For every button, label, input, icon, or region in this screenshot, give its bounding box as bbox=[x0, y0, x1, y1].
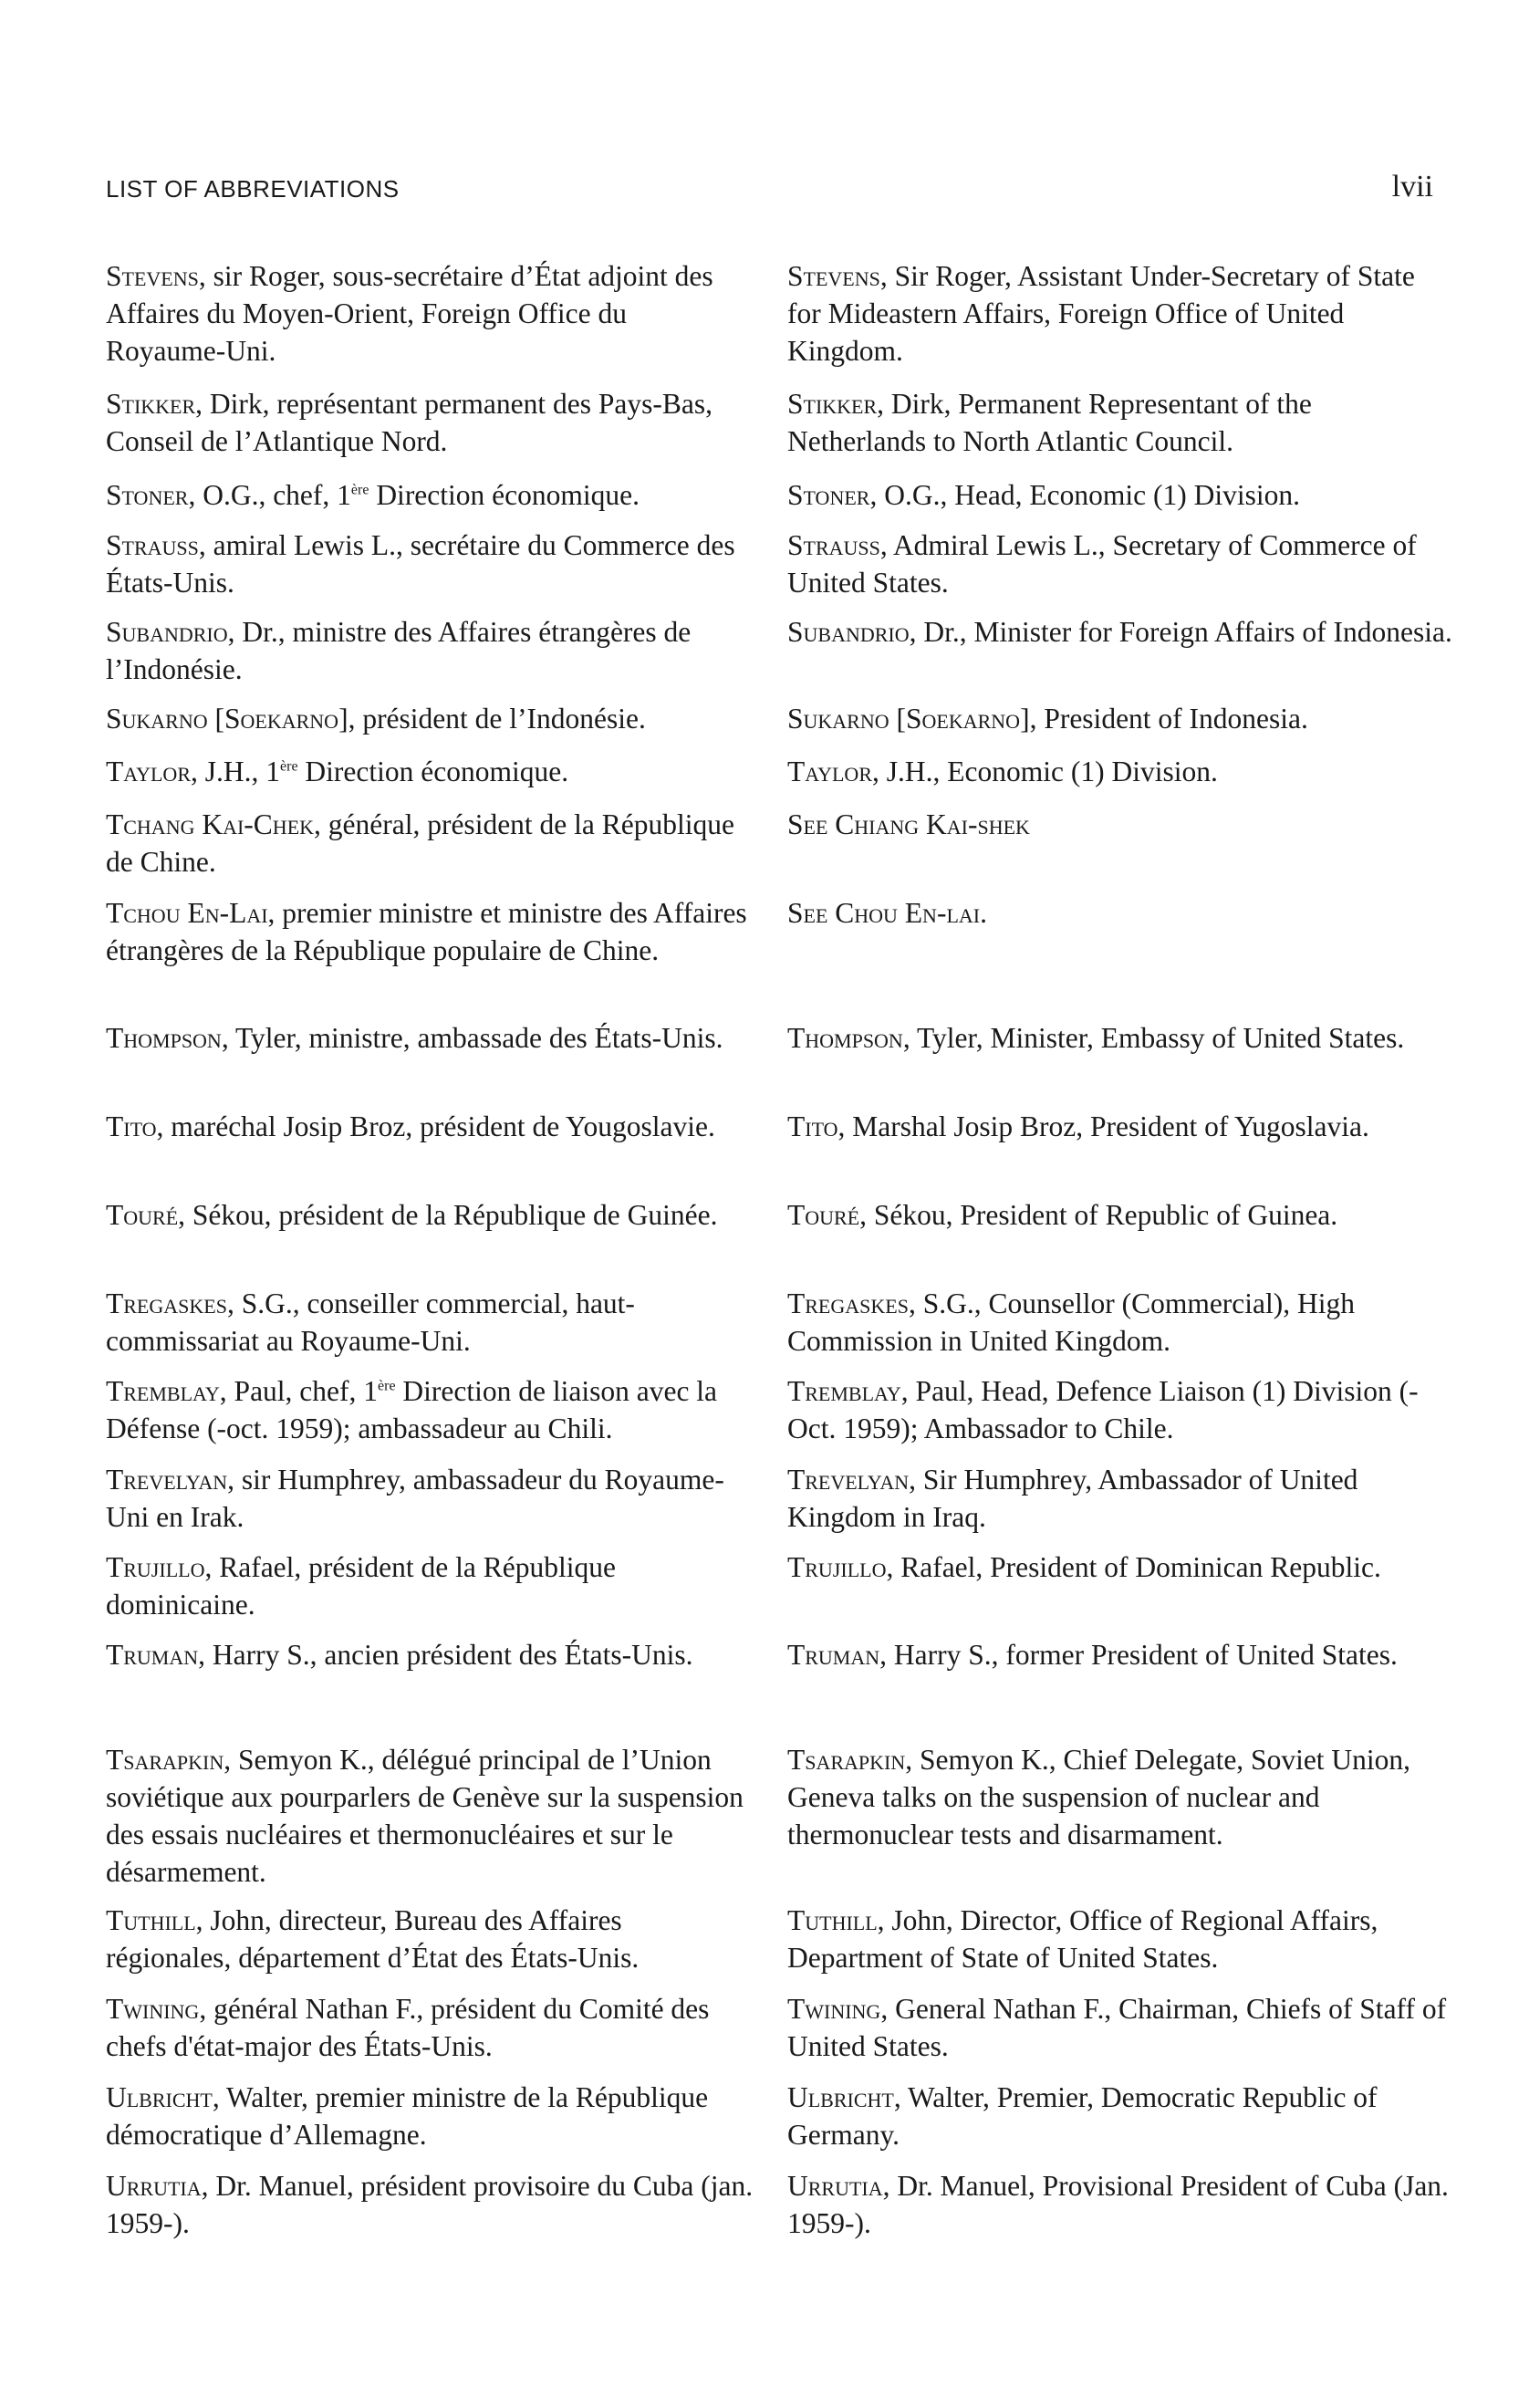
entry-name: Tsarapkin bbox=[787, 1744, 906, 1776]
entry-name: Tuthill bbox=[787, 1904, 878, 1936]
entry-row bbox=[0, 476, 1529, 526]
english-entry bbox=[787, 526, 1453, 601]
entry-description: , Sékou, président de la République de Guinée. bbox=[178, 1199, 718, 1231]
entry-name: Urrutia bbox=[787, 2170, 883, 2202]
entry-description-cont: Direction de liaison avec la Défense (-oct. 1959); ambassadeur au Chili. bbox=[106, 1375, 718, 1444]
entry-name: Tremblay bbox=[106, 1375, 220, 1407]
entry-description: , Dr. Manuel, Provisional President of Cuba (Jan. 1959-). bbox=[787, 2170, 1449, 2239]
ordinal-superscript: ère bbox=[350, 482, 369, 498]
entry-description: , Semyon K., délégué principal de l’Union soviétique aux pourparlers de Genève sur la suspension des essais nucléaires et thermonucléaires et sur le désarmement. bbox=[106, 1744, 744, 1888]
french-entry bbox=[106, 1636, 754, 1673]
entry-description: , Dr. Manuel, président provisoire du Cuba (jan. 1959-). bbox=[106, 2170, 754, 2239]
entry-name: Tito bbox=[106, 1110, 157, 1142]
entry-description: , J.H., 1 bbox=[191, 756, 281, 787]
french-entry bbox=[106, 1196, 754, 1234]
entry-name: Sukarno [Soekarno] bbox=[106, 703, 348, 735]
entry-row bbox=[0, 1636, 1529, 1741]
french-entry bbox=[106, 385, 754, 460]
entry-name: Stikker bbox=[787, 388, 878, 420]
french-entry bbox=[106, 1548, 754, 1623]
entry-row bbox=[0, 385, 1529, 476]
english-entry bbox=[787, 385, 1453, 460]
entry-description: , John, Director, Office of Regional Affairs, Department of State of United States. bbox=[787, 1904, 1378, 1974]
english-entry bbox=[787, 1461, 1453, 1536]
entry-description: , sir Roger, sous-secrétaire d’État adjoint des Affaires du Moyen-Orient, Foreign Office du Royaume-Uni. bbox=[106, 260, 713, 367]
entry-description-cont: Direction économique. bbox=[297, 756, 569, 787]
entry-name: Strauss bbox=[787, 529, 880, 561]
english-entry bbox=[787, 1636, 1453, 1673]
entry-description: , S.G., conseiller commercial, haut-commissariat au Royaume-Uni. bbox=[106, 1287, 635, 1357]
entry-description: , Tyler, Minister, Embassy of United States. bbox=[902, 1022, 1405, 1054]
english-entry bbox=[787, 894, 1453, 932]
english-entry bbox=[787, 2167, 1453, 2242]
entry-row bbox=[0, 1372, 1529, 1461]
entry-description: , sir Humphrey, ambassadeur du Royaume-Uni en Irak. bbox=[106, 1464, 724, 1533]
entry-description: , Harry S., former President of United States. bbox=[879, 1639, 1398, 1671]
entry-description: , Harry S., ancien président des États-Unis. bbox=[198, 1639, 693, 1671]
entry-description: , maréchal Josip Broz, président de Yougoslavie. bbox=[156, 1110, 715, 1142]
entry-row bbox=[0, 1019, 1529, 1108]
ordinal-superscript: ère bbox=[280, 758, 298, 775]
entry-row bbox=[0, 1461, 1529, 1548]
french-entry bbox=[106, 1461, 754, 1536]
entry-description: , Paul, Head, Defence Liaison (1) Division (-Oct. 1959); Ambassador to Chile. bbox=[787, 1375, 1419, 1444]
page-header bbox=[106, 170, 1433, 212]
entry-row bbox=[0, 1108, 1529, 1196]
french-entry bbox=[106, 894, 754, 969]
entry-description: , Paul, chef, 1 bbox=[219, 1375, 379, 1407]
entry-row bbox=[0, 2079, 1529, 2167]
entry-description: , President of Indonesia. bbox=[1029, 703, 1308, 735]
entry-name: Truman bbox=[787, 1639, 880, 1671]
entry-row bbox=[0, 1902, 1529, 1990]
entry-description: , Semyon K., Chief Delegate, Soviet Union, Geneva talks on the suspension of nuclear and thermonuclear tests and disarmament. bbox=[787, 1744, 1411, 1850]
entry-name: Thompson bbox=[106, 1022, 222, 1054]
entry-description: , général Nathan F., président du Comité des chefs d'état-major des États-Unis. bbox=[106, 1993, 710, 2062]
entry-description-cont: Direction économique. bbox=[369, 479, 640, 511]
entry-description: , Sékou, President of Republic of Guinea. bbox=[859, 1199, 1338, 1231]
entry-name: Tito bbox=[787, 1110, 838, 1142]
entry-row bbox=[0, 1548, 1529, 1636]
french-entry bbox=[106, 1741, 754, 1891]
entry-name: Twining bbox=[106, 1993, 200, 2025]
entry-description: , General Nathan F., Chairman, Chiefs of Staff of United States. bbox=[787, 1993, 1447, 2062]
french-entry bbox=[106, 806, 754, 881]
entry-row bbox=[0, 1285, 1529, 1372]
entry-name: Trevelyan bbox=[106, 1464, 228, 1496]
english-entry bbox=[787, 1741, 1453, 1853]
entry-row bbox=[0, 806, 1529, 894]
entry-row bbox=[0, 894, 1529, 1019]
entry-name: Twining bbox=[787, 1993, 881, 2025]
french-entry bbox=[106, 700, 754, 737]
french-entry bbox=[106, 1902, 754, 1976]
entry-name: Ulbricht bbox=[106, 2081, 213, 2113]
english-entry bbox=[787, 2079, 1453, 2153]
french-entry bbox=[106, 613, 754, 688]
entry-name: Trevelyan bbox=[787, 1464, 910, 1496]
entry-description: , Dr., Minister for Foreign Affairs of Indonesia. bbox=[909, 616, 1452, 648]
entry-description: , Rafael, President of Dominican Republic. bbox=[886, 1551, 1381, 1583]
english-entry bbox=[787, 1285, 1453, 1360]
entry-name: Stevens bbox=[787, 260, 880, 292]
entry-name: See Chiang Kai-shek bbox=[787, 808, 1030, 840]
entry-row bbox=[0, 1741, 1529, 1902]
entry-name: Sukarno [Soekarno] bbox=[787, 703, 1030, 735]
entry-name: Tregaskes bbox=[106, 1287, 227, 1319]
english-entry bbox=[787, 753, 1453, 790]
entry-description: , Rafael, président de la République dominicaine. bbox=[106, 1551, 616, 1621]
entry-description: , J.H., Economic (1) Division. bbox=[872, 756, 1218, 787]
entry-row bbox=[0, 257, 1529, 385]
entry-description: , Walter, Premier, Democratic Republic of Germany. bbox=[787, 2081, 1378, 2151]
entry-name: Stoner bbox=[106, 479, 189, 511]
entry-name: Tchang Kai-Chek bbox=[106, 808, 315, 840]
french-entry bbox=[106, 526, 754, 601]
french-entry bbox=[106, 1372, 754, 1447]
entry-description: , John, directeur, Bureau des Affaires régionales, département d’État des États-Unis. bbox=[106, 1904, 640, 1974]
french-entry bbox=[106, 753, 754, 790]
entry-description: , Tyler, ministre, ambassade des États-Unis. bbox=[221, 1022, 723, 1054]
entry-name: Taylor bbox=[106, 756, 191, 787]
entry-description: , O.G., Head, Economic (1) Division. bbox=[869, 479, 1300, 511]
french-entry bbox=[106, 1990, 754, 2065]
english-entry bbox=[787, 1372, 1453, 1447]
entry-name: Touré bbox=[787, 1199, 860, 1231]
entry-row bbox=[0, 1990, 1529, 2079]
entry-row bbox=[0, 526, 1529, 613]
english-entry bbox=[787, 1108, 1453, 1145]
english-entry bbox=[787, 700, 1453, 737]
entry-name: Subandrio bbox=[787, 616, 910, 648]
running-head: LIST OF ABBREVIATIONS bbox=[106, 175, 400, 203]
entry-description: , Sir Humphrey, Ambassador of United Kingdom in Iraq. bbox=[787, 1464, 1358, 1533]
english-entry bbox=[787, 1019, 1453, 1057]
entry-description: , Dirk, Permanent Representant of the Netherlands to North Atlantic Council. bbox=[787, 388, 1312, 457]
french-entry bbox=[106, 1019, 754, 1057]
entry-description: , général, président de la République de Chine. bbox=[106, 808, 734, 878]
entry-name: Urrutia bbox=[106, 2170, 202, 2202]
english-entry bbox=[787, 613, 1453, 651]
english-entry bbox=[787, 1548, 1453, 1586]
entry-row bbox=[0, 613, 1529, 700]
entry-name: Tuthill bbox=[106, 1904, 196, 1936]
entry-name: Subandrio bbox=[106, 616, 228, 648]
entry-name: Tregaskes bbox=[787, 1287, 909, 1319]
entry-name: Ulbricht bbox=[787, 2081, 894, 2113]
entry-description: , Dirk, représentant permanent des Pays-Bas, Conseil de l’Atlantique Nord. bbox=[106, 388, 713, 457]
entry-name: Taylor bbox=[787, 756, 872, 787]
entry-row bbox=[0, 700, 1529, 753]
entry-row bbox=[0, 1196, 1529, 1285]
english-entry bbox=[787, 1902, 1453, 1976]
entry-name: Trujillo bbox=[106, 1551, 205, 1583]
entry-name: Trujillo bbox=[787, 1551, 887, 1583]
entry-name: Thompson bbox=[787, 1022, 903, 1054]
entry-name: Tchou En-Lai bbox=[106, 897, 268, 929]
entry-description: . bbox=[980, 897, 987, 929]
english-entry bbox=[787, 257, 1453, 370]
french-entry bbox=[106, 2079, 754, 2153]
entry-description: , Walter, premier ministre de la République démocratique d’Allemagne. bbox=[106, 2081, 709, 2151]
english-entry bbox=[787, 1196, 1453, 1234]
entry-description: , premier ministre et ministre des Affaires étrangères de la République populaire de Chine. bbox=[106, 897, 747, 966]
french-entry bbox=[106, 1285, 754, 1360]
abbreviation-list bbox=[0, 257, 1529, 2256]
entry-description: , S.G., Counsellor (Commercial), High Commission in United Kingdom. bbox=[787, 1287, 1356, 1357]
entry-description: , O.G., chef, 1 bbox=[188, 479, 351, 511]
english-entry bbox=[787, 806, 1453, 843]
entry-name: Truman bbox=[106, 1639, 199, 1671]
french-entry bbox=[106, 2167, 754, 2242]
french-entry bbox=[106, 257, 754, 370]
entry-description: , Marshal Josip Broz, President of Yugoslavia. bbox=[837, 1110, 1369, 1142]
entry-name: Tsarapkin bbox=[106, 1744, 224, 1776]
entry-description: , Admiral Lewis L., Secretary of Commerce of United States. bbox=[787, 529, 1417, 599]
english-entry bbox=[787, 476, 1453, 514]
french-entry bbox=[106, 476, 754, 514]
entry-description: , Sir Roger, Assistant Under-Secretary of State for Mideastern Affairs, Foreign Office of United Kingdom. bbox=[787, 260, 1415, 367]
entry-row bbox=[0, 2167, 1529, 2256]
entry-name: See Chou En-lai bbox=[787, 897, 981, 929]
entry-name: Stoner bbox=[787, 479, 870, 511]
entry-description: , Dr., ministre des Affaires étrangères de l’Indonésie. bbox=[106, 616, 692, 685]
french-entry bbox=[106, 1108, 754, 1145]
entry-name: Tremblay bbox=[787, 1375, 901, 1407]
english-entry bbox=[787, 1990, 1453, 2065]
entry-name: Touré bbox=[106, 1199, 179, 1231]
entry-name: Stevens bbox=[106, 260, 199, 292]
entry-description: , amiral Lewis L., secrétaire du Commerce des États-Unis. bbox=[106, 529, 735, 599]
ordinal-superscript: ère bbox=[378, 1378, 396, 1394]
entry-description: , président de l’Indonésie. bbox=[348, 703, 646, 735]
entry-row bbox=[0, 753, 1529, 806]
page-number: lvii bbox=[1391, 170, 1433, 203]
entry-name: Stikker bbox=[106, 388, 196, 420]
entry-name: Strauss bbox=[106, 529, 199, 561]
